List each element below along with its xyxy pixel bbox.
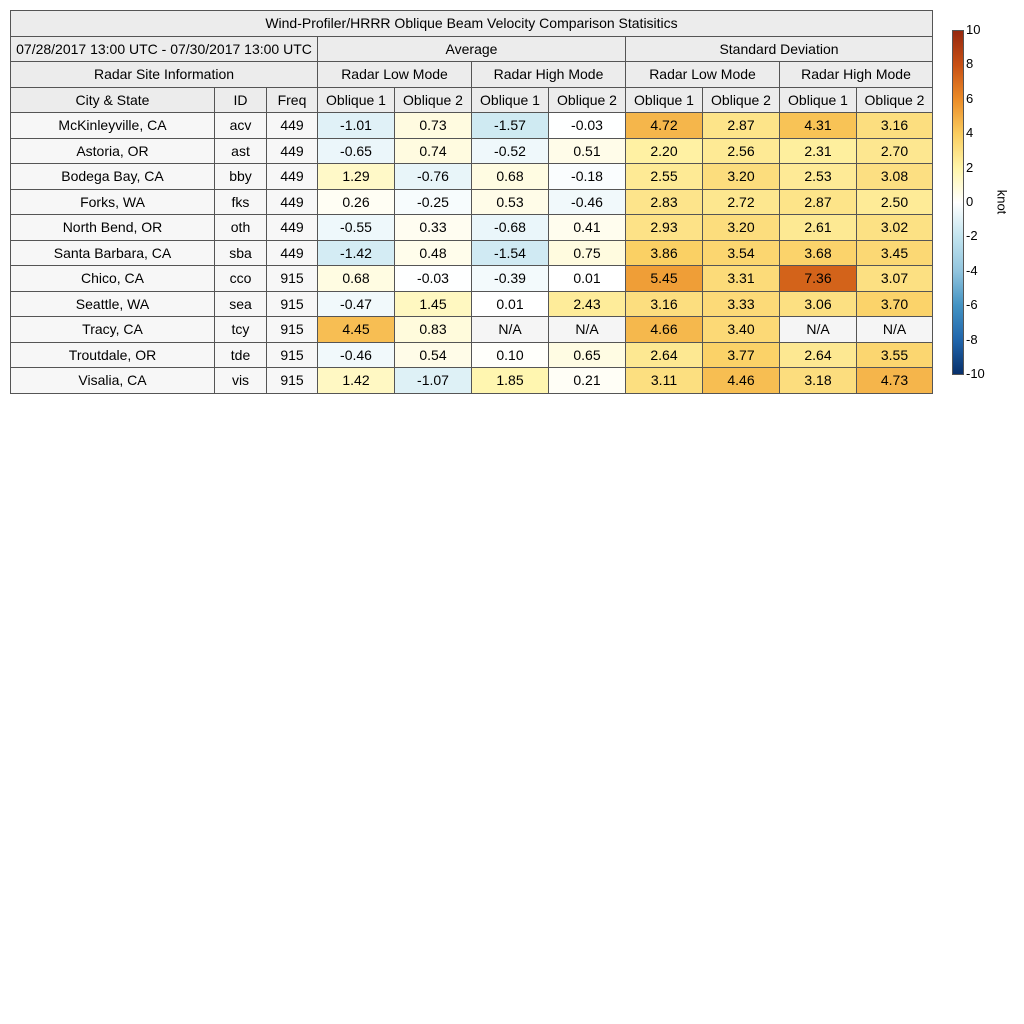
site-freq-cell: 915 bbox=[267, 317, 318, 343]
value-cell: -0.76 bbox=[395, 164, 472, 190]
site-freq-cell: 449 bbox=[267, 164, 318, 190]
site-freq-cell: 449 bbox=[267, 189, 318, 215]
value-cell: 3.77 bbox=[703, 342, 780, 368]
column-header: Oblique 2 bbox=[549, 87, 626, 113]
table-row bbox=[11, 368, 933, 394]
value-cell: 2.72 bbox=[703, 189, 780, 215]
value-cell: -0.25 bbox=[395, 189, 472, 215]
colorbar-tick-label: 8 bbox=[966, 56, 974, 72]
value-cell: 0.73 bbox=[395, 113, 472, 139]
value-cell: 0.26 bbox=[318, 189, 395, 215]
value-cell: 0.54 bbox=[395, 342, 472, 368]
value-cell: 3.68 bbox=[780, 240, 857, 266]
column-header: Oblique 1 bbox=[780, 87, 857, 113]
table-row bbox=[11, 189, 933, 215]
value-cell: -0.65 bbox=[318, 138, 395, 164]
value-cell: 2.61 bbox=[780, 215, 857, 241]
site-freq-cell: 449 bbox=[267, 138, 318, 164]
value-cell: 3.86 bbox=[626, 240, 703, 266]
value-cell: 3.31 bbox=[703, 266, 780, 292]
value-cell: 0.01 bbox=[472, 291, 549, 317]
value-cell: 3.40 bbox=[703, 317, 780, 343]
value-cell: -1.54 bbox=[472, 240, 549, 266]
column-header: Oblique 1 bbox=[472, 87, 549, 113]
value-cell: 3.20 bbox=[703, 164, 780, 190]
value-cell: 4.46 bbox=[703, 368, 780, 394]
table-row bbox=[11, 113, 933, 139]
site-id-cell: tde bbox=[215, 342, 267, 368]
value-cell: 2.20 bbox=[626, 138, 703, 164]
site-id-cell: acv bbox=[215, 113, 267, 139]
value-cell: 0.21 bbox=[549, 368, 626, 394]
value-cell: -1.01 bbox=[318, 113, 395, 139]
std-group-header: Standard Deviation bbox=[626, 36, 933, 62]
value-cell: 3.45 bbox=[857, 240, 933, 266]
site-name-cell: Forks, WA bbox=[11, 189, 215, 215]
value-cell: 0.68 bbox=[472, 164, 549, 190]
value-cell: 3.70 bbox=[857, 291, 933, 317]
mode-header: Radar High Mode bbox=[780, 62, 933, 88]
site-name-cell: Troutdale, OR bbox=[11, 342, 215, 368]
value-cell: 3.08 bbox=[857, 164, 933, 190]
value-cell: 0.33 bbox=[395, 215, 472, 241]
value-cell: 3.06 bbox=[780, 291, 857, 317]
value-cell: -0.68 bbox=[472, 215, 549, 241]
value-cell: 0.75 bbox=[549, 240, 626, 266]
table-row bbox=[11, 266, 933, 292]
column-header: Oblique 2 bbox=[703, 87, 780, 113]
value-cell: 0.68 bbox=[318, 266, 395, 292]
value-cell: 2.56 bbox=[703, 138, 780, 164]
site-freq-cell: 449 bbox=[267, 240, 318, 266]
column-header: Oblique 2 bbox=[395, 87, 472, 113]
site-id-cell: tcy bbox=[215, 317, 267, 343]
value-cell: 3.02 bbox=[857, 215, 933, 241]
site-name-cell: Chico, CA bbox=[11, 266, 215, 292]
table-row bbox=[11, 240, 933, 266]
average-group-header: Average bbox=[318, 36, 626, 62]
colorbar-tick-label: -10 bbox=[966, 366, 985, 381]
value-cell: 5.45 bbox=[626, 266, 703, 292]
value-cell: 2.50 bbox=[857, 189, 933, 215]
value-cell: N/A bbox=[857, 317, 933, 343]
column-header: City & State bbox=[11, 87, 215, 113]
value-cell: -1.42 bbox=[318, 240, 395, 266]
value-cell: N/A bbox=[780, 317, 857, 343]
value-cell: 3.18 bbox=[780, 368, 857, 394]
site-id-cell: fks bbox=[215, 189, 267, 215]
value-cell: -1.57 bbox=[472, 113, 549, 139]
value-cell: 2.53 bbox=[780, 164, 857, 190]
table-row bbox=[11, 138, 933, 164]
date-range: 07/28/2017 13:00 UTC - 07/30/2017 13:00 UTC bbox=[11, 36, 318, 62]
colorbar-tick-label: -8 bbox=[966, 331, 978, 347]
value-cell: 0.01 bbox=[549, 266, 626, 292]
site-freq-cell: 449 bbox=[267, 215, 318, 241]
value-cell: -0.39 bbox=[472, 266, 549, 292]
value-cell: 0.10 bbox=[472, 342, 549, 368]
value-cell: 4.31 bbox=[780, 113, 857, 139]
site-id-cell: cco bbox=[215, 266, 267, 292]
table-row bbox=[11, 215, 933, 241]
colorbar-tick-label: 10 bbox=[966, 22, 981, 37]
value-cell: 2.55 bbox=[626, 164, 703, 190]
value-cell: 0.74 bbox=[395, 138, 472, 164]
column-header: Oblique 1 bbox=[318, 87, 395, 113]
value-cell: 3.07 bbox=[857, 266, 933, 292]
column-header: Freq bbox=[267, 87, 318, 113]
table-row bbox=[11, 291, 933, 317]
site-freq-cell: 915 bbox=[267, 291, 318, 317]
value-cell: -0.18 bbox=[549, 164, 626, 190]
statistics-table bbox=[10, 10, 933, 394]
value-cell: 2.87 bbox=[703, 113, 780, 139]
value-cell: 0.83 bbox=[395, 317, 472, 343]
value-cell: -0.46 bbox=[549, 189, 626, 215]
site-freq-cell: 915 bbox=[267, 368, 318, 394]
value-cell: 0.41 bbox=[549, 215, 626, 241]
table-row bbox=[11, 342, 933, 368]
value-cell: 7.36 bbox=[780, 266, 857, 292]
site-id-cell: bby bbox=[215, 164, 267, 190]
value-cell: N/A bbox=[549, 317, 626, 343]
colorbar-tick-label: 0 bbox=[966, 194, 974, 209]
value-cell: 4.73 bbox=[857, 368, 933, 394]
value-cell: 3.11 bbox=[626, 368, 703, 394]
table-row bbox=[11, 317, 933, 343]
site-id-cell: sba bbox=[215, 240, 267, 266]
value-cell: 3.55 bbox=[857, 342, 933, 368]
value-cell: 2.87 bbox=[780, 189, 857, 215]
value-cell: 0.53 bbox=[472, 189, 549, 215]
value-cell: 2.43 bbox=[549, 291, 626, 317]
value-cell: 2.83 bbox=[626, 189, 703, 215]
site-name-cell: North Bend, OR bbox=[11, 215, 215, 241]
site-id-cell: sea bbox=[215, 291, 267, 317]
value-cell: 4.45 bbox=[318, 317, 395, 343]
colorbar-unit-label: knot bbox=[994, 189, 1010, 215]
value-cell: 2.64 bbox=[626, 342, 703, 368]
site-id-cell: oth bbox=[215, 215, 267, 241]
colorbar-tick-label: -4 bbox=[966, 262, 978, 278]
mode-header: Radar Low Mode bbox=[318, 62, 472, 88]
site-name-cell: Visalia, CA bbox=[11, 368, 215, 394]
value-cell: 1.29 bbox=[318, 164, 395, 190]
site-name-cell: McKinleyville, CA bbox=[11, 113, 215, 139]
site-name-cell: Tracy, CA bbox=[11, 317, 215, 343]
value-cell: -0.03 bbox=[395, 266, 472, 292]
mode-header: Radar High Mode bbox=[472, 62, 626, 88]
column-header: Oblique 2 bbox=[857, 87, 933, 113]
column-header: ID bbox=[215, 87, 267, 113]
site-name-cell: Bodega Bay, CA bbox=[11, 164, 215, 190]
value-cell: 3.16 bbox=[626, 291, 703, 317]
value-cell: 4.66 bbox=[626, 317, 703, 343]
value-cell: -1.07 bbox=[395, 368, 472, 394]
site-id-cell: ast bbox=[215, 138, 267, 164]
site-name-cell: Astoria, OR bbox=[11, 138, 215, 164]
value-cell: 0.48 bbox=[395, 240, 472, 266]
value-cell: 2.64 bbox=[780, 342, 857, 368]
value-cell: -0.46 bbox=[318, 342, 395, 368]
table-title: Wind-Profiler/HRRR Oblique Beam Velocity Comparison Statisitics bbox=[11, 11, 933, 37]
value-cell: 2.70 bbox=[857, 138, 933, 164]
value-cell: 2.31 bbox=[780, 138, 857, 164]
column-header: Oblique 1 bbox=[626, 87, 703, 113]
value-cell: 3.20 bbox=[703, 215, 780, 241]
value-cell: -0.55 bbox=[318, 215, 395, 241]
site-freq-cell: 915 bbox=[267, 342, 318, 368]
table-row bbox=[11, 164, 933, 190]
value-cell: 1.42 bbox=[318, 368, 395, 394]
site-freq-cell: 449 bbox=[267, 113, 318, 139]
value-cell: 1.45 bbox=[395, 291, 472, 317]
value-cell: N/A bbox=[472, 317, 549, 343]
value-cell: 4.72 bbox=[626, 113, 703, 139]
value-cell: -0.03 bbox=[549, 113, 626, 139]
value-cell: 0.51 bbox=[549, 138, 626, 164]
colorbar-tick-label: 4 bbox=[966, 125, 974, 141]
colorbar-tick-label: 2 bbox=[966, 159, 974, 175]
site-name-cell: Seattle, WA bbox=[11, 291, 215, 317]
value-cell: 3.33 bbox=[703, 291, 780, 317]
mode-header: Radar Low Mode bbox=[626, 62, 780, 88]
colorbar bbox=[952, 30, 964, 375]
site-info-header: Radar Site Information bbox=[11, 62, 318, 88]
site-freq-cell: 915 bbox=[267, 266, 318, 292]
colorbar-tick-label: -2 bbox=[966, 228, 978, 244]
value-cell: 0.65 bbox=[549, 342, 626, 368]
value-cell: 1.85 bbox=[472, 368, 549, 394]
site-id-cell: vis bbox=[215, 368, 267, 394]
value-cell: -0.47 bbox=[318, 291, 395, 317]
site-name-cell: Santa Barbara, CA bbox=[11, 240, 215, 266]
value-cell: 2.93 bbox=[626, 215, 703, 241]
value-cell: 3.16 bbox=[857, 113, 933, 139]
colorbar-tick-label: -6 bbox=[966, 297, 978, 313]
value-cell: 3.54 bbox=[703, 240, 780, 266]
colorbar-tick-label: 6 bbox=[966, 90, 974, 106]
value-cell: -0.52 bbox=[472, 138, 549, 164]
